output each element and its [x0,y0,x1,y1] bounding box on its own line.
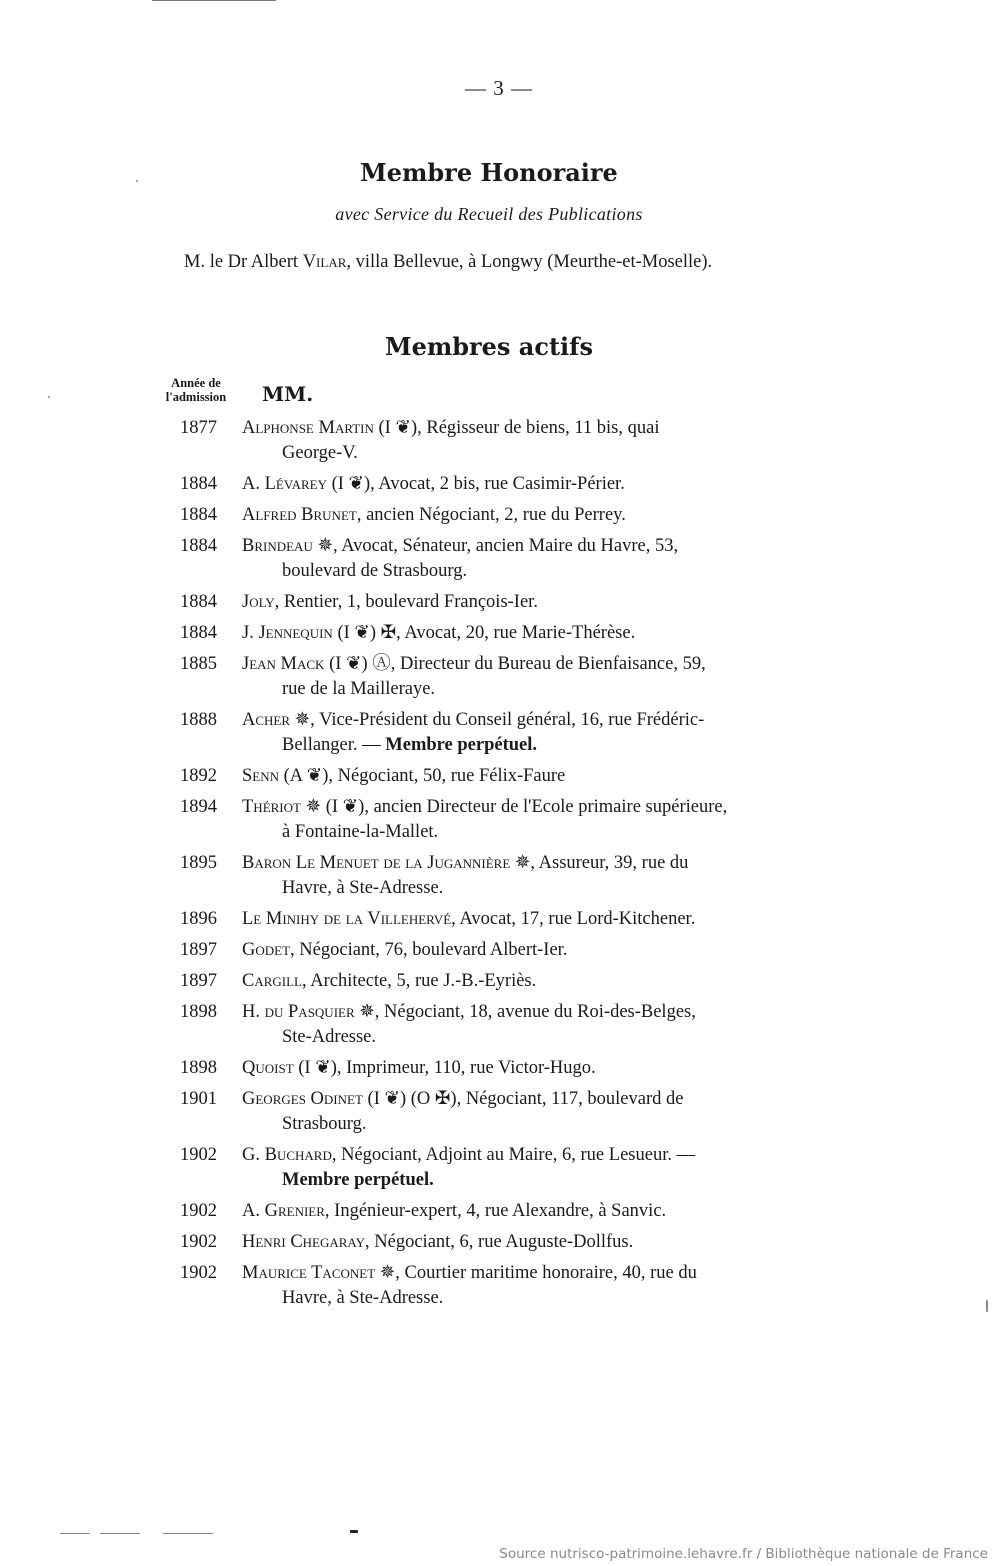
scan-speck [136,180,138,182]
member-name: Le Minihy de la Villehervé [242,909,452,929]
member-continuation-text: boulevard de Strasbourg. [282,561,468,581]
member-details: ✵, Avocat, Sénateur, ancien Maire du Havre, 53, [312,536,679,556]
member-continuation [242,876,820,901]
honorary-member-details: , villa Bellevue, à Longwy (Meurthe-et-Moselle). [346,252,713,272]
member-row [180,590,820,615]
member-year: 1902 [180,1201,217,1221]
members-list [180,416,820,1317]
member-name: Brindeau [242,536,313,556]
member-row [180,795,820,845]
member-row [180,1143,820,1193]
active-section-title: Membres actifs [385,332,593,361]
member-row [180,503,820,528]
honorary-member-prefix: M. le Dr Albert [184,252,303,272]
member-continuation [242,1112,820,1137]
member-entry [242,1230,820,1255]
member-continuation-text: Bellanger. — [282,735,386,755]
member-row [180,708,820,758]
member-entry [242,416,820,466]
member-name: Georges Odinet [242,1089,363,1109]
member-details: , Négociant, 6, rue Auguste-Dollfus. [365,1232,634,1252]
honorary-section-subtitle: avec Service du Recueil des Publications [335,204,643,224]
member-entry [242,708,820,758]
member-entry [242,907,820,932]
member-name: J. Jennequin [242,623,333,643]
member-details: , ancien Négociant, 2, rue du Perrey. [356,505,626,525]
member-details: ✵ (I ❦), ancien Directeur de l'Ecole primaire supérieure, [300,797,728,817]
member-entry [242,1143,820,1193]
member-row [180,969,820,994]
member-details: (I ❦) ✠, Avocat, 20, rue Marie-Thérèse. [332,623,636,643]
member-year: 1896 [180,909,217,929]
honorary-member-surname: Vilar [302,252,347,272]
member-entry [242,503,820,528]
member-continuation [242,441,820,466]
bottom-rule [163,1533,213,1534]
member-year: 1894 [180,797,217,817]
member-row [180,851,820,901]
member-year: 1884 [180,592,217,612]
member-details: , Avocat, 17, rue Lord-Kitchener. [451,909,696,929]
member-entry [242,764,820,789]
member-entry [242,590,820,615]
member-row [180,1056,820,1081]
scan-speck [986,1300,988,1312]
member-continuation [242,1286,820,1311]
member-year: 1884 [180,536,217,556]
member-row [180,938,820,963]
member-name: Thériot [242,797,301,817]
member-year: 1902 [180,1263,217,1283]
member-details: (I ❦), Imprimeur, 110, rue Victor-Hugo. [293,1058,596,1078]
member-name: Henri Chegaray [242,1232,366,1252]
member-continuation-text: Strasbourg. [282,1114,367,1134]
member-year: 1892 [180,766,217,786]
member-year: 1902 [180,1145,217,1165]
member-year: 1884 [180,505,217,525]
member-year: 1897 [180,971,217,991]
member-year: 1901 [180,1089,217,1109]
member-row [180,472,820,497]
member-name: Baron Le Menuet de la Jugannière [242,853,511,873]
member-row [180,621,820,646]
member-details: ✵, Assureur, 39, rue du [510,853,689,873]
member-year: 1898 [180,1002,217,1022]
member-entry [242,1199,820,1224]
column-header-names: MM. [262,382,314,406]
member-entry [242,1056,820,1081]
member-continuation [242,1025,820,1050]
member-name: Quoist [242,1058,294,1078]
member-entry [242,1000,820,1050]
member-row [180,1087,820,1137]
member-continuation [242,1168,820,1193]
member-row [180,907,820,932]
member-name: Cargill [242,971,302,991]
member-continuation [242,733,820,758]
member-row [180,1199,820,1224]
member-entry [242,534,820,584]
member-details: ✵, Courtier maritime honoraire, 40, rue du [375,1263,697,1283]
member-year: 1877 [180,418,217,438]
member-entry [242,652,820,702]
member-name: A. Grenier [242,1201,325,1221]
member-note: Membre perpétuel. [282,1170,434,1190]
column-header-year: Année de l'admission [165,376,227,404]
member-continuation [242,559,820,584]
member-continuation-text: Havre, à Ste-Adresse. [282,878,444,898]
member-continuation [242,677,820,702]
bottom-rule [100,1533,140,1534]
member-row [180,416,820,466]
member-details: (A ❦), Négociant, 50, rue Félix-Faure [279,766,566,786]
scan-speck [48,396,50,398]
member-continuation-text: à Fontaine-la-Mallet. [282,822,439,842]
member-year: 1888 [180,710,217,730]
member-name: G. Buchard [242,1145,332,1165]
member-entry [242,1087,820,1137]
member-year: 1884 [180,474,217,494]
member-year: 1898 [180,1058,217,1078]
member-year: 1897 [180,940,217,960]
member-year: 1884 [180,623,217,643]
member-details: , Ingénieur-expert, 4, rue Alexandre, à Sanvic. [324,1201,667,1221]
member-name: Joly [242,592,275,612]
source-attribution: Source nutrisco-patrimoine.lehavre.fr / Bibliothèque nationale de France [499,1546,988,1562]
member-year: 1902 [180,1232,217,1252]
member-name: Acher [242,710,291,730]
member-entry [242,851,820,901]
member-row [180,652,820,702]
member-note: Membre perpétuel. [385,735,538,755]
member-year: 1885 [180,654,217,674]
member-continuation-text: rue de la Mailleraye. [282,679,436,699]
member-name: Alphonse Martin [242,418,374,438]
member-name: Maurice Taconet [242,1263,376,1283]
member-details: ✵, Vice-Président du Conseil général, 16, rue Frédéric- [290,710,705,730]
member-details: (I ❦) Ⓐ, Directeur du Bureau de Bienfaisance, 59, [324,654,706,674]
member-entry [242,938,820,963]
member-continuation-text: Ste-Adresse. [282,1027,377,1047]
member-details: , Rentier, 1, boulevard François-Ier. [274,592,538,612]
member-name: H. du Pasquier [242,1002,355,1022]
member-details: (I ❦) (O ✠), Négociant, 117, boulevard de [362,1089,684,1109]
member-entry [242,621,820,646]
member-continuation-text: George-V. [282,443,358,463]
member-row [180,1261,820,1311]
member-entry [242,1261,820,1311]
honorary-member [184,252,712,273]
member-entry [242,969,820,994]
member-row [180,1230,820,1255]
member-details: , Négociant, Adjoint au Maire, 6, rue Lesueur. — [331,1145,696,1165]
member-entry [242,795,820,845]
honorary-section-title: Membre Honoraire [360,158,618,187]
member-year: 1895 [180,853,217,873]
member-entry [242,472,820,497]
member-name: Senn [242,766,280,786]
member-row [180,1000,820,1050]
member-continuation [242,820,820,845]
member-details: ✵, Négociant, 18, avenue du Roi-des-Belges, [354,1002,696,1022]
page-number: — 3 — [465,76,533,100]
top-rule [152,0,276,1]
member-name: Alfred Brunet [242,505,357,525]
scan-speck [350,1530,358,1533]
member-details: (I ❦), Avocat, 2 bis, rue Casimir-Périer. [326,474,625,494]
member-details: (I ❦), Régisseur de biens, 11 bis, quai [373,418,660,438]
member-name: Jean Mack [242,654,325,674]
member-row [180,534,820,584]
member-name: Godet [242,940,291,960]
member-continuation-text: Havre, à Ste-Adresse. [282,1288,444,1308]
member-details: , Architecte, 5, rue J.-B.-Eyriès. [302,971,537,991]
member-details: , Négociant, 76, boulevard Albert-Ier. [290,940,568,960]
member-row [180,764,820,789]
member-name: A. Lévarey [242,474,327,494]
bottom-rule [60,1533,90,1534]
